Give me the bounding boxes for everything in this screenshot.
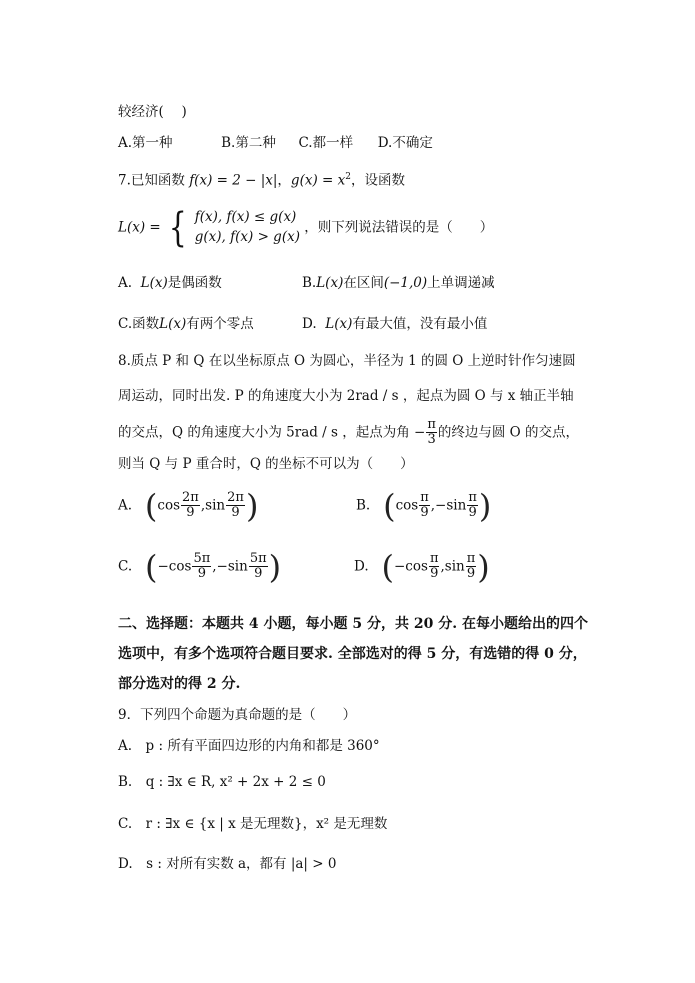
option-text: 有两个零点	[186, 316, 254, 332]
q8-option-b	[356, 487, 492, 525]
fraction-pi-3	[426, 418, 437, 448]
sep: ,−	[430, 497, 447, 514]
frac-den: 9	[430, 566, 439, 582]
q8-line-3a: 的交点，Q 的角速度大小为 5rad / s ，起点为角 −	[118, 424, 426, 441]
q7-stem-text-b: ，设函数	[350, 172, 405, 189]
fraction	[226, 491, 245, 521]
option-label: A.	[118, 497, 133, 514]
math-L: L(x)	[140, 275, 168, 291]
option-text: 在区间	[343, 275, 384, 291]
frac-num: 5π	[193, 550, 211, 566]
q7-option-b	[302, 277, 495, 291]
q7-option-d	[302, 318, 487, 332]
left-paren-icon: (	[381, 548, 394, 586]
frac-den: 9	[468, 505, 477, 521]
q7-f-def: f(x) = 2 − |x|	[189, 172, 278, 189]
fn-sin: sin	[446, 497, 467, 514]
fn-sin: sin	[227, 558, 248, 575]
option-text: 是偶函数	[167, 275, 222, 291]
right-paren-icon: )	[245, 487, 259, 525]
frac-num: 2π	[182, 489, 199, 505]
q7-cases	[195, 208, 300, 247]
option-label: D.	[302, 316, 317, 332]
fn-sin: sin	[205, 497, 226, 514]
fraction	[419, 491, 430, 521]
q8-option-d	[354, 548, 490, 586]
math-L: L(x)	[159, 316, 187, 332]
option-label: B.	[356, 497, 371, 514]
fn-cos: −cos	[394, 558, 428, 575]
frac-num: π	[427, 417, 436, 432]
option-label: C.	[118, 558, 133, 575]
q7-stem-c: ，则下列说法错误的是（ ）	[304, 219, 494, 236]
fn-sin: sin	[444, 558, 465, 575]
q8-line-1: 8.质点 P 和 Q 在以坐标原点 O 为圆心，半径为 1 的圆 O 上逆时针作匀速圆	[118, 353, 576, 369]
frac-num: π	[468, 489, 477, 505]
q7-option-a	[118, 277, 222, 291]
q6-option-a: A.第一种	[118, 135, 173, 151]
q6-option-c: C.都一样	[298, 135, 354, 151]
fraction	[466, 552, 477, 582]
frac-den: 9	[226, 505, 245, 521]
q9-option-a: A. p : 所有平面四边形的内角和都是 360°	[118, 738, 380, 754]
q9-option-b: B. q : ∃x ∈ R, x² + 2x + 2 ≤ 0	[118, 774, 326, 790]
right-paren-icon: )	[477, 548, 490, 586]
q8-line-2: 周运动，同时出发. P 的角速度大小为 2rad / s ，起点为圆 O 与 x 轴正半轴	[118, 388, 574, 404]
q9-option-d: D. s : 对所有实数 a，都有 |a| > 0	[118, 856, 337, 872]
frac-den: 3	[427, 432, 436, 448]
option-label: A.	[118, 275, 133, 291]
frac-den: 9	[249, 566, 268, 582]
fraction	[249, 552, 268, 582]
q8-option-a	[118, 487, 259, 525]
left-paren-icon: (	[383, 487, 396, 525]
frac-num: π	[420, 489, 429, 505]
sep: ,	[440, 558, 445, 575]
frac-den: 9	[466, 566, 476, 582]
option-label: D.	[354, 558, 369, 575]
sep: ,−	[212, 558, 228, 575]
frac-den: 9	[181, 505, 200, 521]
right-paren-icon: )	[478, 487, 492, 525]
sep: ,	[200, 497, 206, 514]
option-label: B.	[302, 275, 317, 291]
option-label: C.函数	[118, 316, 160, 332]
q9-stem: 9．下列四个命题为真命题的是（ ）	[118, 707, 357, 723]
q8-line-3b: 的终边与圆 O 的交点，	[437, 424, 580, 441]
frac-num: 2π	[227, 489, 244, 505]
math-interval: (−1,0)	[383, 275, 428, 291]
left-brace-icon: {	[168, 205, 187, 251]
q8-line-4: 则当 Q 与 P 重合时，Q 的坐标不可以为（ ）	[118, 456, 414, 472]
q8-line-3	[118, 418, 579, 448]
q7-piecewise	[118, 205, 494, 251]
fn-cos: cos	[157, 497, 181, 514]
q6-tail: 较经济( )	[118, 104, 187, 120]
q9-option-c: C. r : ∃x ∈ {x | x 是无理数}，x² 是无理数	[118, 816, 388, 832]
frac-den: 9	[192, 566, 211, 582]
section-2-line-3: 部分选对的得 2 分.	[118, 676, 241, 692]
q6-option-b: B.第二种	[221, 135, 276, 151]
q6-options	[118, 137, 433, 151]
fraction	[181, 491, 200, 521]
option-text: 有最大值，没有最小值	[352, 316, 488, 332]
q6-option-d: D.不确定	[377, 135, 433, 151]
option-text: 上单调递减	[427, 275, 495, 291]
section-2-line-2: 选项中，有多个选项符合题目要求. 全部选对的得 5 分，有选错的得 0 分，	[118, 646, 587, 662]
fn-cos: cos	[395, 497, 419, 514]
math-L: L(x)	[316, 275, 344, 291]
left-paren-icon: (	[144, 487, 158, 525]
section-2-line-1: 二、选择题：本题共 4 小题，每小题 5 分，共 20 分. 在每小题给出的四个	[118, 616, 588, 632]
q7-case-2: g(x), f(x) > g(x)	[194, 229, 300, 245]
math-L: L(x)	[325, 316, 353, 332]
q7-stem-text: 7.已知函数	[118, 172, 185, 189]
q7-option-c	[118, 318, 254, 332]
q8-option-c	[118, 548, 282, 586]
fraction	[192, 552, 211, 582]
frac-num: π	[466, 550, 476, 566]
frac-num: 5π	[249, 550, 267, 566]
q7-g-def: g(x) = x	[290, 172, 346, 189]
q7-stem: 7.已知函数 f(x) = 2 − |x|，$g(x) = x^2$，设函数	[118, 172, 405, 189]
fraction	[429, 552, 440, 582]
fn-cos: −cos	[157, 558, 192, 575]
frac-num: π	[429, 550, 439, 566]
frac-den: 9	[420, 505, 429, 521]
left-paren-icon: (	[145, 548, 158, 586]
q7-L-lhs: L(x) =	[118, 219, 161, 236]
right-paren-icon: )	[268, 548, 282, 586]
q7-case-1: f(x), f(x) ≤ g(x)	[194, 209, 297, 226]
fraction	[467, 491, 478, 521]
